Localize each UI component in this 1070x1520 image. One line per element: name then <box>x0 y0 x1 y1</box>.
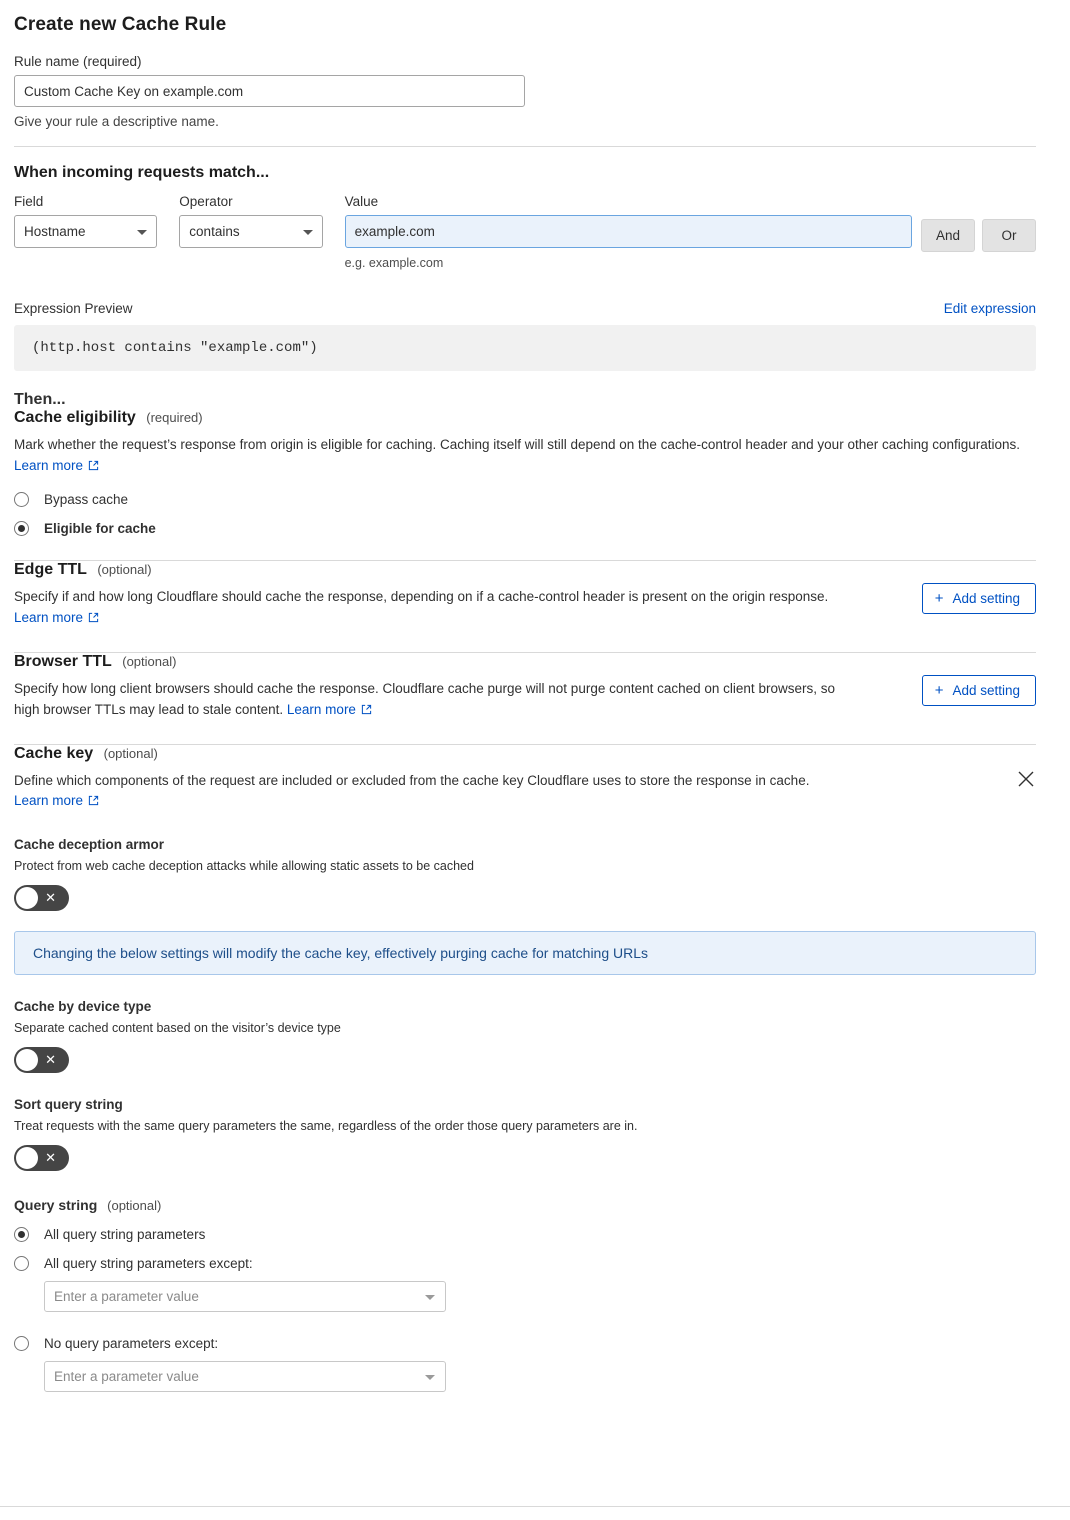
cache-eligibility-required: (required) <box>146 410 203 425</box>
chevron-down-icon <box>137 230 147 235</box>
toggle-knob <box>16 1049 38 1071</box>
rule-name-hint: Give your rule a descriptive name. <box>14 114 219 129</box>
and-button[interactable]: And <box>921 219 975 252</box>
bottom-divider <box>0 1506 1070 1520</box>
toggle-off-icon: ✕ <box>45 1150 56 1166</box>
operator-select-value: contains <box>189 224 240 239</box>
expression-preview-label: Expression Preview <box>14 301 133 316</box>
rule-name-label: Rule name (required) <box>14 54 142 69</box>
cache-by-device-type-description: Separate cached content based on the visitor’s device type <box>14 1021 341 1036</box>
operator-select[interactable] <box>179 215 322 248</box>
edge-ttl-title: Edge TTL <box>14 560 87 578</box>
query-string-title-row <box>14 1197 1036 1213</box>
toggle-knob <box>16 1147 38 1169</box>
radio-icon <box>14 1227 29 1242</box>
cache-deception-armor-toggle[interactable] <box>14 885 69 911</box>
toggle-off-icon: ✕ <box>45 1052 56 1068</box>
radio-bypass-cache[interactable] <box>14 492 1036 507</box>
cache-eligibility-description-text: Mark whether the request’s response from origin is eligible for caching. Caching itself will still depend on the cache-control header and your other caching configurations. <box>14 437 1021 452</box>
cache-eligibility-description <box>14 435 1024 478</box>
expression-header <box>14 301 1036 316</box>
external-link-icon <box>88 609 99 630</box>
chevron-down-icon <box>425 1295 435 1300</box>
chevron-down-icon <box>425 1375 435 1380</box>
value-label: Value <box>344 194 379 209</box>
edge-ttl-section <box>14 561 1036 630</box>
value-input[interactable] <box>345 215 912 248</box>
cache-deception-armor-title: Cache deception armor <box>14 837 165 853</box>
chevron-down-icon <box>303 230 313 235</box>
radio-all-query-string-parameters-label: All query string parameters <box>44 1227 206 1243</box>
cache-key-learn-more-link[interactable]: Learn more <box>14 793 84 809</box>
edge-ttl-add-setting-label: Add setting <box>952 590 1020 606</box>
browser-ttl-add-setting-label: Add setting <box>952 682 1020 698</box>
divider-1 <box>14 146 1036 147</box>
plus-icon: + <box>934 589 944 607</box>
external-link-icon <box>88 792 99 813</box>
sort-query-string-toggle[interactable] <box>14 1145 69 1171</box>
browser-ttl-description-text: Specify how long client browsers should cache the response. Cloudflare cache purge will not purge content cached on client browsers, so high browser TTLs may lead to stale content. <box>14 680 835 717</box>
edit-expression-link[interactable]: Edit expression <box>943 301 1036 316</box>
value-hint: e.g. example.com <box>344 256 444 270</box>
radio-all-query-string-parameters-except-label: All query string parameters except: <box>44 1256 253 1272</box>
toggle-knob <box>16 887 38 909</box>
radio-eligible-for-cache[interactable] <box>14 521 1036 536</box>
cache-deception-armor-description: Protect from web cache deception attacks while allowing static assets to be cached <box>14 859 474 874</box>
browser-ttl-learn-more-link[interactable]: Learn more <box>286 701 356 717</box>
browser-ttl-section <box>14 653 1036 722</box>
radio-no-query-parameters-except[interactable] <box>14 1336 1036 1351</box>
cache-eligibility-section <box>14 409 1036 536</box>
rule-name-input[interactable] <box>14 75 525 107</box>
browser-ttl-optional: (optional) <box>122 653 177 669</box>
radio-icon <box>14 521 29 536</box>
edge-ttl-description-text: Specify if and how long Cloudflare should cache the response, depending on if a cache-control header is present on the origin response. <box>14 588 829 604</box>
then-title: Then... <box>14 391 66 408</box>
radio-all-query-string-parameters-except[interactable] <box>14 1256 1036 1271</box>
edge-ttl-learn-more-link[interactable]: Learn more <box>14 609 84 625</box>
radio-eligible-for-cache-label: Eligible for cache <box>44 520 156 536</box>
field-select[interactable] <box>14 215 157 248</box>
query-string-optional: (optional) <box>107 1198 162 1214</box>
toggle-off-icon: ✕ <box>45 890 56 906</box>
radio-all-query-string-parameters[interactable] <box>14 1227 1036 1242</box>
cache-key-notice: Changing the below settings will modify the cache key, effectively purging cache for matching URLs <box>14 931 1036 975</box>
operator-label: Operator <box>179 194 233 209</box>
or-button[interactable]: Or <box>982 219 1036 252</box>
no-except-parameter-input[interactable] <box>44 1361 446 1392</box>
cache-key-title: Cache key <box>14 744 94 762</box>
all-except-parameter-placeholder: Enter a parameter value <box>54 1289 199 1305</box>
cache-key-optional: (optional) <box>103 745 158 761</box>
expression-code: (http.host contains "example.com") <box>14 325 1036 371</box>
edge-ttl-optional: (optional) <box>97 561 152 577</box>
sort-query-string-description: Treat requests with the same query parameters the same, regardless of the order those query parameters are in. <box>14 1119 638 1134</box>
edge-ttl-add-setting-button[interactable] <box>922 583 1036 614</box>
radio-icon <box>14 1256 29 1271</box>
cache-key-description <box>14 771 1024 814</box>
radio-icon <box>14 492 29 507</box>
edge-ttl-description <box>14 587 854 630</box>
browser-ttl-add-setting-button[interactable] <box>922 675 1036 706</box>
cache-by-device-type-title: Cache by device type <box>14 999 152 1015</box>
plus-icon: + <box>934 681 944 699</box>
cache-eligibility-learn-more-link[interactable]: Learn more <box>14 457 84 473</box>
external-link-icon <box>361 701 372 722</box>
all-except-parameter-input[interactable] <box>44 1281 446 1312</box>
browser-ttl-title: Browser TTL <box>14 652 112 670</box>
radio-icon <box>14 1336 29 1351</box>
cache-key-description-text: Define which components of the request are included or excluded from the cache key Cloudflare uses to store the response in cache. <box>14 772 810 788</box>
radio-no-query-parameters-except-label: No query parameters except: <box>44 1336 219 1352</box>
field-label: Field <box>14 194 44 209</box>
no-except-parameter-placeholder: Enter a parameter value <box>54 1369 199 1385</box>
query-string-title: Query string <box>14 1197 98 1214</box>
match-row <box>14 194 1036 270</box>
cache-by-device-type-toggle[interactable] <box>14 1047 69 1073</box>
field-select-value: Hostname <box>24 224 86 239</box>
match-section-title: When incoming requests match... <box>14 164 270 181</box>
close-icon[interactable] <box>1016 769 1036 789</box>
cache-key-section <box>14 745 1036 1393</box>
browser-ttl-description <box>14 679 854 722</box>
sort-query-string-title: Sort query string <box>14 1097 123 1113</box>
external-link-icon <box>88 457 99 478</box>
radio-bypass-cache-label: Bypass cache <box>44 491 129 507</box>
page-title: Create new Cache Rule <box>14 14 227 35</box>
cache-eligibility-title: Cache eligibility <box>14 409 136 426</box>
